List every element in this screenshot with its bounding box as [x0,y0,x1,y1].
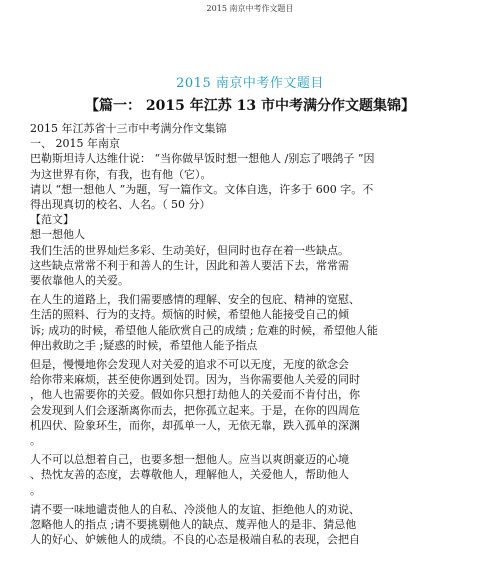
text-line: ，他人也需要你的关爱。假如你只想打劫他人的关爱而不肯付出，你 [30,388,360,402]
document-title: 2015 南京中考作文题目 [176,76,324,91]
text-line: 为这世界有你，有我，也有他（它）。 [30,167,212,181]
text-line: 一、 2015 年南京 [30,137,120,151]
text-line: 。 [30,483,41,497]
text-line: 我们生活的世界灿烂多彩、生动美好，但同时也存在着一些缺点。 [30,243,349,257]
text-line: 忽略他人的指点 ;请不要挑剔他人的缺点、蔑弄他人的是非、猜忌他 [30,518,357,532]
text-line: 得出现真切的校名、人名。（ 50 分） [30,198,211,212]
text-line: 给你带来麻烦，甚至使你遇到处罚。因为，当你需要他人关爱的同时 [30,373,360,387]
text-line: 在人生的道路上，我们需要感情的理解、安全的包庇、精神的宽慰、 [30,293,360,307]
text-line: 会发现到人们会逐渐离你而去，把你孤立起来。于是，在你的四周危 [30,403,360,417]
text-line: 生活的照料、行为的支持。烦恼的时候，希望他人能接受自己的倾 [30,308,349,322]
text-line: 。 [30,434,41,448]
text-line: 、热忱友善的态度，去尊敬他人，理解他人，关爱他人，帮助他人 [30,468,349,482]
text-line: 请不要一味地谴责他人的自私、冷淡他人的友谊、拒绝他人的劝说、 [30,502,360,516]
text-line: 巴勒斯坦诗人达维什说： “当你做早饭时想一想他人 /别忘了喂鸽子 ”因 [30,152,375,166]
text-line: 请以 “想一想他人 ”为题，写一篇作文。文体自选，许多于 600 字。不 [30,182,374,196]
text-line: 人的好心、妒嫉他人的成绩。不良的心态是极端自私的表现，会把自 [30,533,360,547]
section-heading: 【篇一： 2015 年江苏 13 市中考满分作文题集锦】 [85,98,415,114]
body-text [30,121,475,547]
page-header: 2015 南京中考作文题目 [206,4,294,13]
text-line: 这些缺点常常不利于和善人的生计，因此和善人要活下去，常常需 [30,258,349,272]
text-line: 要依靠他人的关爱。 [30,274,129,288]
text-line: 人不可以总想着自己，也要多想一想他人。应当以爽朗豪迈的心境 [30,453,349,467]
text-line: 机四伏、险象环生，而你，却孤单一人，无依无靠，跌入孤单的深渊 [30,418,360,432]
text-line: 想一想他人 [30,228,85,242]
text-line: 但是，慢慢地你会发现人对关爱的追求不可以无度，无度的欲念会 [30,358,349,372]
text-line: 【范文】 [30,213,74,227]
text-line: 2015 年江苏省十三市中考满分作文集锦 [30,122,227,135]
text-line: 诉; 成功的时候，希望他人能欣赏自己的成绩 ; 危难的时候，希望他人能 [30,323,378,337]
text-line: 伸出救助之手 ;疑惑的时候，希望他人能予指点 [30,338,258,352]
